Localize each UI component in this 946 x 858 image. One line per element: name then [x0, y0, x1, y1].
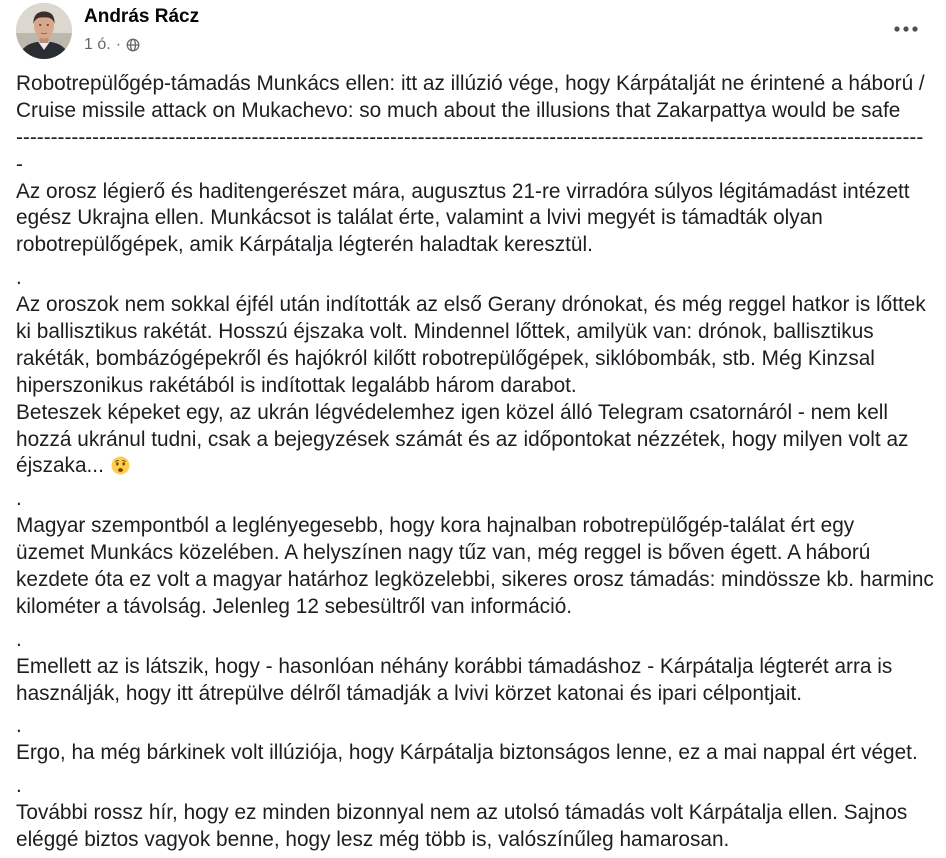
post-text-line: További rossz hír, hogy ez minden bizonnyal nem az utolsó támadás volt Kárpátalja ellen. Sajnos [16, 801, 908, 825]
more-options-button[interactable] [890, 17, 922, 41]
post-paragraph [16, 71, 944, 259]
post-text-line: rakéták, bombázógépekről és hajókról kilőtt robotrepülőgépek, siklóbombák, stb. Még Kinzsal [16, 346, 875, 370]
post-text-line: kezdete óta ez volt a magyar határhoz legközelebbi, sikeres orosz támadás: mindössze kb. harminc [16, 568, 934, 592]
post-text-span: éjszaka... [16, 454, 110, 478]
post-text-line: robotrepülőgépek, amik Kárpátalja légterén haladtak keresztül. [16, 233, 593, 257]
divider-line: ----------------------------------------------------------------------------------------------------------------------------------- [16, 125, 924, 149]
author-name-link[interactable]: András Rácz [84, 6, 200, 27]
paragraph-separator-dot: . [16, 714, 22, 738]
paragraph-separator-dot: . [16, 266, 22, 290]
paragraph-separator-dot: . [16, 627, 22, 651]
post-text-line: Magyar szempontból a leglényegesebb, hogy kora hajnalban robotrepülőgép-találat ért egy [16, 514, 855, 538]
post-timestamp-link[interactable]: 1 ó. [84, 36, 111, 53]
post-text-line: üzemet Munkács közelében. A helyszínen nagy tűz van, még reggel is bőven égett. A háború [16, 541, 871, 565]
post-text-line: ki ballisztikus rakétát. Hosszú éjszaka volt. Mindennel lőttek, amilyük van: drónok, ballisztikus [16, 320, 874, 344]
post-text-line: használják, hogy itt átrepülve délről támadják a lvivi körzet katonai és ipari célpontjait. [16, 681, 803, 705]
post-paragraph [16, 486, 944, 620]
post-text-line: Beteszek képeket egy, az ukrán légvédelemhez igen közel álló Telegram csatornáról - nem kell [16, 400, 889, 424]
post-body [16, 71, 944, 854]
post-title-line: Cruise missile attack on Mukachevo: so much about the illusions that Zakarpattya would be safe [16, 98, 901, 122]
post-paragraph [16, 627, 944, 708]
more-options-icon [894, 26, 918, 32]
frowning-face-emoji-icon [111, 456, 130, 475]
post-paragraph [16, 713, 944, 767]
profile-photo [16, 3, 72, 59]
author-avatar[interactable] [16, 3, 72, 59]
post-text-line: egész Ukrajna ellen. Munkácsot is találat érte, valamint a lvivi megyét is támadták olyan [16, 206, 823, 230]
globe-icon [126, 38, 140, 52]
divider-line: - [16, 152, 23, 176]
paragraph-separator-dot: . [16, 774, 22, 798]
post-text-line [16, 453, 944, 480]
post-title-line: Robotrepülőgép-támadás Munkács ellen: itt az illúzió vége, hogy Kárpátalját ne érintené a háború / [16, 72, 925, 95]
post-text-line: Az orosz légierő és haditengerészet mára, augusztus 21-re virradóra súlyos légitámadást intézett [16, 179, 910, 203]
post-text-line: hozzá ukránul tudni, csak a bejegyzések számát és az időpontokat nézzétek, hogy milyen volt az [16, 427, 909, 451]
post-paragraph [16, 773, 944, 854]
post-meta [84, 35, 140, 55]
meta-separator: · [115, 36, 122, 53]
post-paragraph [16, 265, 944, 480]
post-text-line: kilométer a távolság. Jelenleg 12 sebesültről van információ. [16, 594, 573, 618]
paragraph-separator-dot: . [16, 487, 22, 511]
post-text-line: Ergo, ha még bárkinek volt illúziója, hogy Kárpátalja biztonságos lenne, ez a mai nappal ért véget. [16, 741, 918, 765]
post-text-line: Emellett az is látszik, hogy - hasonlóan néhány korábbi támadáshoz - Kárpátalja légterét arra is [16, 654, 893, 678]
post-text-line: eléggé biztos vagyok benne, hogy lesz még több is, valószínűleg hamarosan. [16, 828, 730, 852]
post-text-line: Az oroszok nem sokkal éjfél után indították az első Gerany drónokat, és még reggel hatkor is lőttek [16, 293, 926, 317]
post-text-line: hiperszonikus rakétából is indítottak legalább három darabot. [16, 373, 577, 397]
